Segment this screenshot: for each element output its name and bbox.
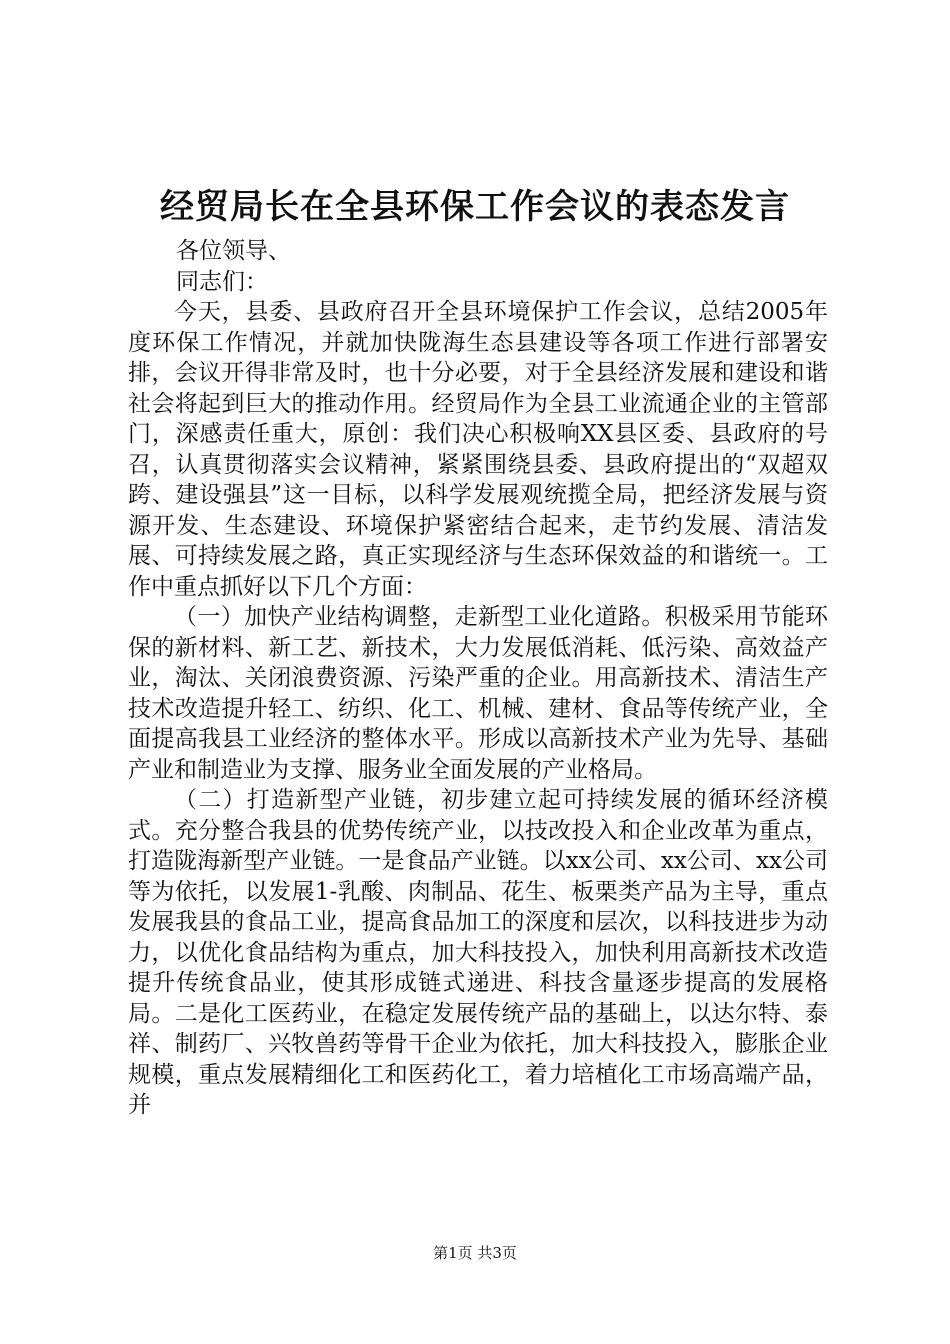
- paragraph-section-2: （二）打造新型产业链，初步建立起可持续发展的循环经济模式。充分整合我县的优势传统产业，以技改投入和企业改革为重点，打造陇海新型产业链。一是食品产业链。以xx公司、xx公司、xx公司等为依托，以发展1-乳酸、肉制品、花生、板栗类产品为主导，重点发展我县的食品工业，提高食品加工的深度和层次，以科技进步为动力，以优化食品结构为重点，加大科技投入，加快利用高新技术改造提升传统食品业，使其形成链式递进、科技含量逐步提高的发展格局。二是化工医药业，在稳定发展传统产品的基础上，以达尔特、泰祥、制药厂、兴牧兽药等骨干企业为依托，加大科技投入，膨胀企业规模，重点发展精细化工和医药化工，着力培植化工市场高端产品，并: [128, 787, 828, 1118]
- salutation-comrades: 同志们：: [176, 268, 268, 295]
- salutation-leaders: 各位领导、: [176, 238, 291, 264]
- document-body: [128, 236, 828, 1121]
- paragraph-section-1: （一）加快产业结构调整，走新型工业化道路。积极采用节能环保的新材料、新工艺、新技术，大力发展低消耗、低污染、高效益产业，淘汰、关闭浪费资源、污染严重的企业。用高新技术、清洁生产技术改造提升轻工、纺织、化工、机械、建材、食品等传统产业，全面提高我县工业经济的整体水平。形成以高新技术产业为先导、基础产业和制造业为支撑、服务业全面发展的产业格局。: [128, 604, 828, 783]
- document-title: 经贸局长在全县环保工作会议的表态发言: [160, 187, 790, 227]
- page-footer: 第1页 共3页: [433, 1244, 517, 1262]
- paragraph-intro: 今天，县委、县政府召开全县环境保护工作会议，总结2005年度环保工作情况，并就加快陇海生态县建设等各项工作进行部署安排，会议开得非常及时，也十分必要，对于全县经济发展和建设和谐社会将起到巨大的推动作用。经贸局作为全县工业流通企业的主管部门，深感责任重大，原创：我们决心积极响XX县区委、县政府的号召，认真贯彻落实会议精神，紧紧围绕县委、县政府提出的“双超双跨、建设强县”这一目标，以科学发展观统揽全局，把经济发展与资源开发、生态建设、环境保护紧密结合起来，走节约发展、清洁发展、可持续发展之路，真正实现经济与生态环保效益的和谐统一。工作中重点抓好以下几个方面：: [128, 299, 828, 600]
